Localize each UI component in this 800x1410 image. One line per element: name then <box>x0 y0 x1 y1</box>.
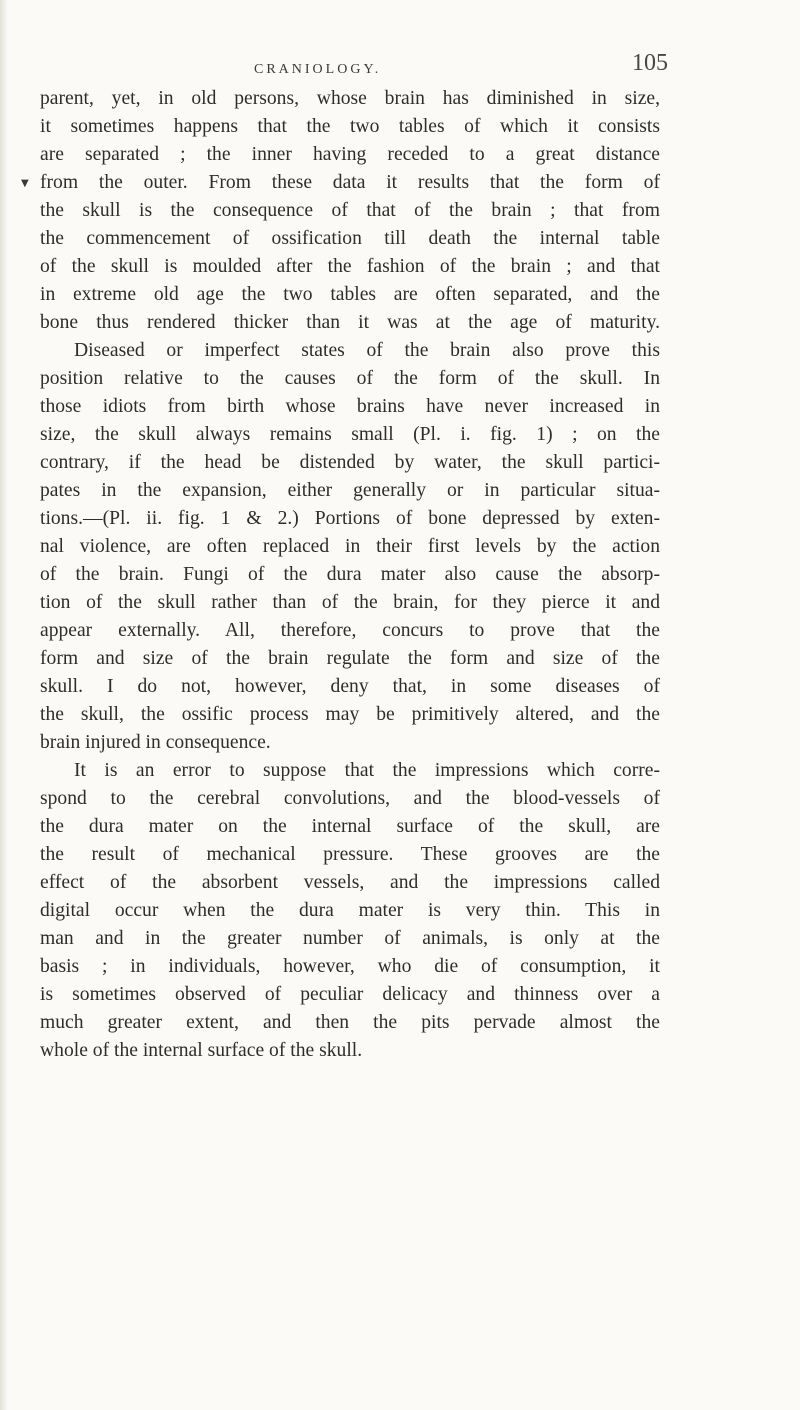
text-line: those idiots from birth whose brains have never increased in <box>40 396 660 417</box>
text-line: parent, yet, in old persons, whose brain has diminished in size, <box>40 88 660 109</box>
text-line: of the skull is moulded after the fashion of the brain ; and that <box>40 256 660 277</box>
text-line: nal violence, are often replaced in their first levels by the action <box>40 536 660 557</box>
text-line: form and size of the brain regulate the form and size of the <box>40 648 660 669</box>
text-line: the dura mater on the internal surface of the skull, are <box>40 816 660 837</box>
text-line: the result of mechanical pressure. These grooves are the <box>40 844 660 865</box>
text-line: spond to the cerebral convolutions, and the blood-vessels of <box>40 788 660 809</box>
text-line: in extreme old age the two tables are often separated, and the <box>40 284 660 305</box>
text-line: skull. I do not, however, deny that, in some diseases of <box>40 676 660 697</box>
text-line: is sometimes observed of peculiar delicacy and thinness over a <box>40 984 660 1005</box>
paragraph-start-line: Diseased or imperfect states of the brain also prove this <box>74 340 660 361</box>
text-line: bone thus rendered thicker than it was at the age of maturity. <box>40 312 660 333</box>
text-line: man and in the greater number of animals, is only at the <box>40 928 660 949</box>
binding-edge <box>0 0 8 1410</box>
text-line: effect of the absorbent vessels, and the impressions called <box>40 872 660 893</box>
paragraph-start-line: It is an error to suppose that the impressions which corre- <box>74 760 660 781</box>
text-line: appear externally. All, therefore, concurs to prove that the <box>40 620 660 641</box>
page-number: 105 <box>632 50 668 76</box>
text-line: pates in the expansion, either generally or in particular situa- <box>40 480 660 501</box>
text-line: position relative to the causes of the form of the skull. In <box>40 368 660 389</box>
body-text <box>40 85 660 1065</box>
text-line: the skull, the ossific process may be primitively altered, and the <box>40 704 660 725</box>
paragraph-end-line: whole of the internal surface of the skull. <box>40 1040 363 1061</box>
text-line: the skull is the consequence of that of the brain ; that from <box>40 200 660 221</box>
text-line: contrary, if the head be distended by water, the skull partici- <box>40 452 660 473</box>
text-line: tion of the skull rather than of the brain, for they pierce it and <box>40 592 660 613</box>
text-line: digital occur when the dura mater is very thin. This in <box>40 900 660 921</box>
text-line: basis ; in individuals, however, who die of consumption, it <box>40 956 660 977</box>
text-line: of the brain. Fungi of the dura mater also cause the absorp- <box>40 564 660 585</box>
text-line: are separated ; the inner having receded to a great distance <box>40 144 660 165</box>
text-line: it sometimes happens that the two tables of which it consists <box>40 116 660 137</box>
text-line: size, the skull always remains small (Pl. i. fig. 1) ; on the <box>40 424 660 445</box>
text-line: the commencement of ossification till death the internal table <box>40 228 660 249</box>
text-line: much greater extent, and then the pits pervade almost the <box>40 1012 660 1033</box>
text-line: tions.—(Pl. ii. fig. 1 & 2.) Portions of bone depressed by exten- <box>40 508 660 529</box>
running-head: CRANIOLOGY. <box>254 62 382 77</box>
paragraph-end-line: brain injured in consequence. <box>40 732 271 753</box>
margin-mark: ▼ <box>21 178 29 189</box>
text-line: from the outer. From these data it results that the form of <box>40 172 660 193</box>
